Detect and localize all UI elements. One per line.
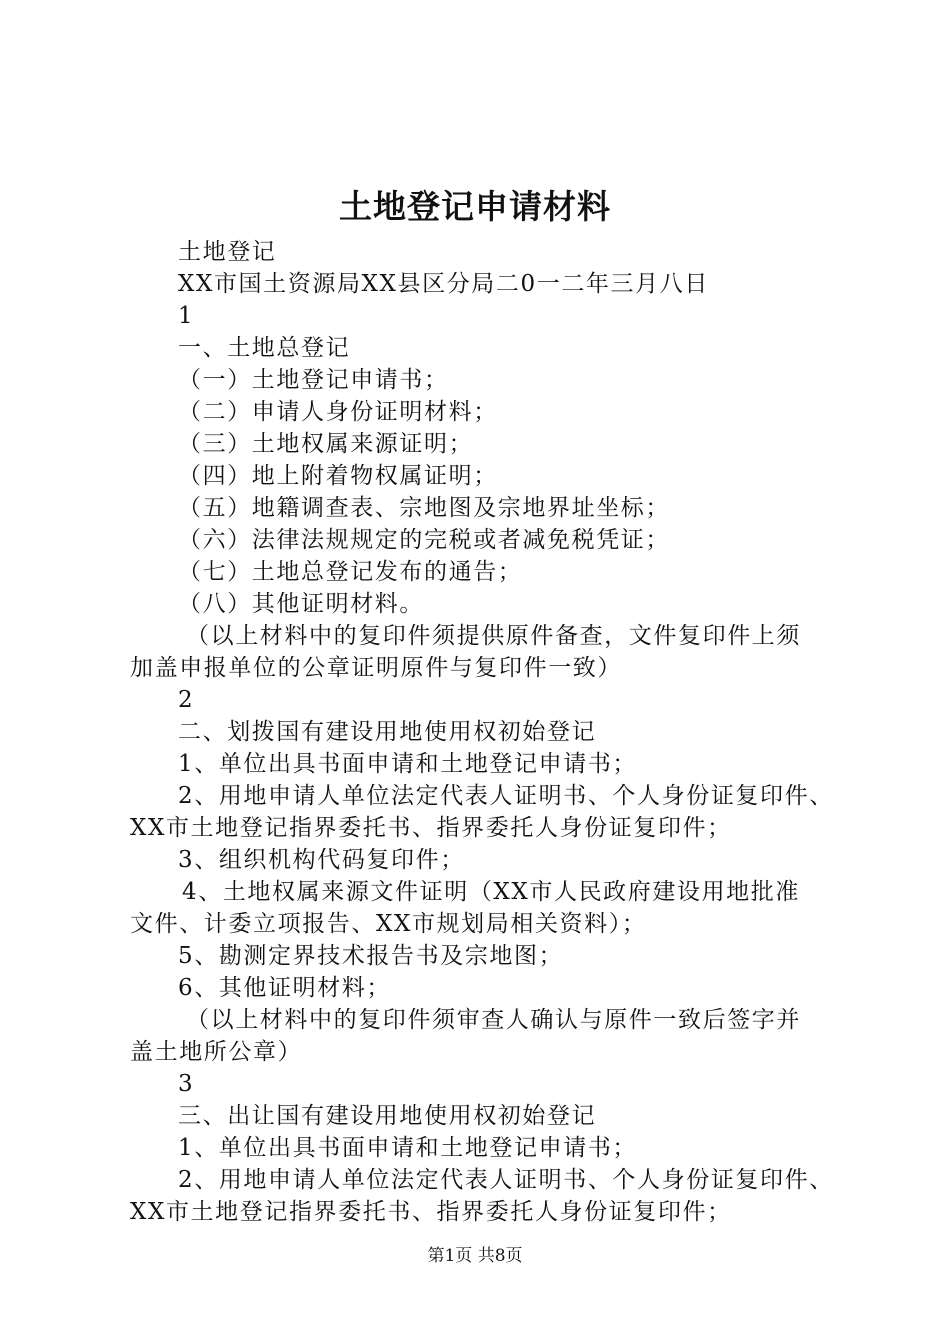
list-item: 2、用地申请人单位法定代表人证明书、个人身份证复印件、 <box>178 1167 834 1193</box>
list-item: （二）申请人身份证明材料； <box>178 399 498 425</box>
note-line: （以上材料中的复印件须审查人确认与原件一致后签字并 <box>186 1007 801 1033</box>
note-line: （以上材料中的复印件须提供原件备查，文件复印件上须 <box>186 623 801 649</box>
document-title: 土地登记申请材料 <box>339 187 611 226</box>
section-heading: 一、土地总登记 <box>178 335 351 361</box>
list-item-continuation: XX市土地登记指界委托书、指界委托人身份证复印件； <box>130 815 732 841</box>
list-item-continuation: XX市土地登记指界委托书、指界委托人身份证复印件； <box>130 1199 732 1225</box>
section-heading: 二、划拨国有建设用地使用权初始登记 <box>178 719 597 745</box>
list-item: 2、用地申请人单位法定代表人证明书、个人身份证复印件、 <box>178 783 834 809</box>
list-item: 6、其他证明材料； <box>178 975 392 1001</box>
list-item: （三）土地权属来源证明； <box>178 431 474 457</box>
list-item-continuation: 文件、计委立项报告、XX市规划局相关资料）； <box>130 911 647 937</box>
list-item: 1、单位出具书面申请和土地登记申请书； <box>178 751 638 777</box>
list-item: （六）法律法规规定的完税或者减免税凭证； <box>178 527 670 553</box>
text-line: XX市国土资源局XX县区分局二0一二年三月八日 <box>178 271 709 297</box>
list-item: 5、勘测定界技术报告书及宗地图； <box>178 943 564 969</box>
section-number: 2 <box>178 687 195 713</box>
list-item: （一）土地登记申请书； <box>178 367 449 393</box>
page-footer: 第1页 共8页 <box>427 1246 523 1266</box>
list-item: 4、土地权属来源文件证明（XX市人民政府建设用地批准 <box>182 879 800 905</box>
note-line: 盖土地所公章） <box>130 1039 303 1065</box>
section-number: 1 <box>178 303 195 329</box>
list-item: （七）土地总登记发布的通告； <box>178 559 523 585</box>
list-item: 3、组织机构代码复印件； <box>178 847 465 873</box>
note-line: 加盖申报单位的公章证明原件与复印件一致） <box>130 655 622 681</box>
list-item: （四）地上附着物权属证明； <box>178 463 498 489</box>
document-body <box>130 236 834 1228</box>
list-item: （八）其他证明材料。 <box>178 591 424 617</box>
list-item: （五）地籍调查表、宗地图及宗地界址坐标； <box>178 495 670 521</box>
section-heading: 三、出让国有建设用地使用权初始登记 <box>178 1103 597 1129</box>
list-item: 1、单位出具书面申请和土地登记申请书； <box>178 1135 638 1161</box>
section-number: 3 <box>178 1071 195 1097</box>
text-line: 土地登记 <box>178 239 277 265</box>
